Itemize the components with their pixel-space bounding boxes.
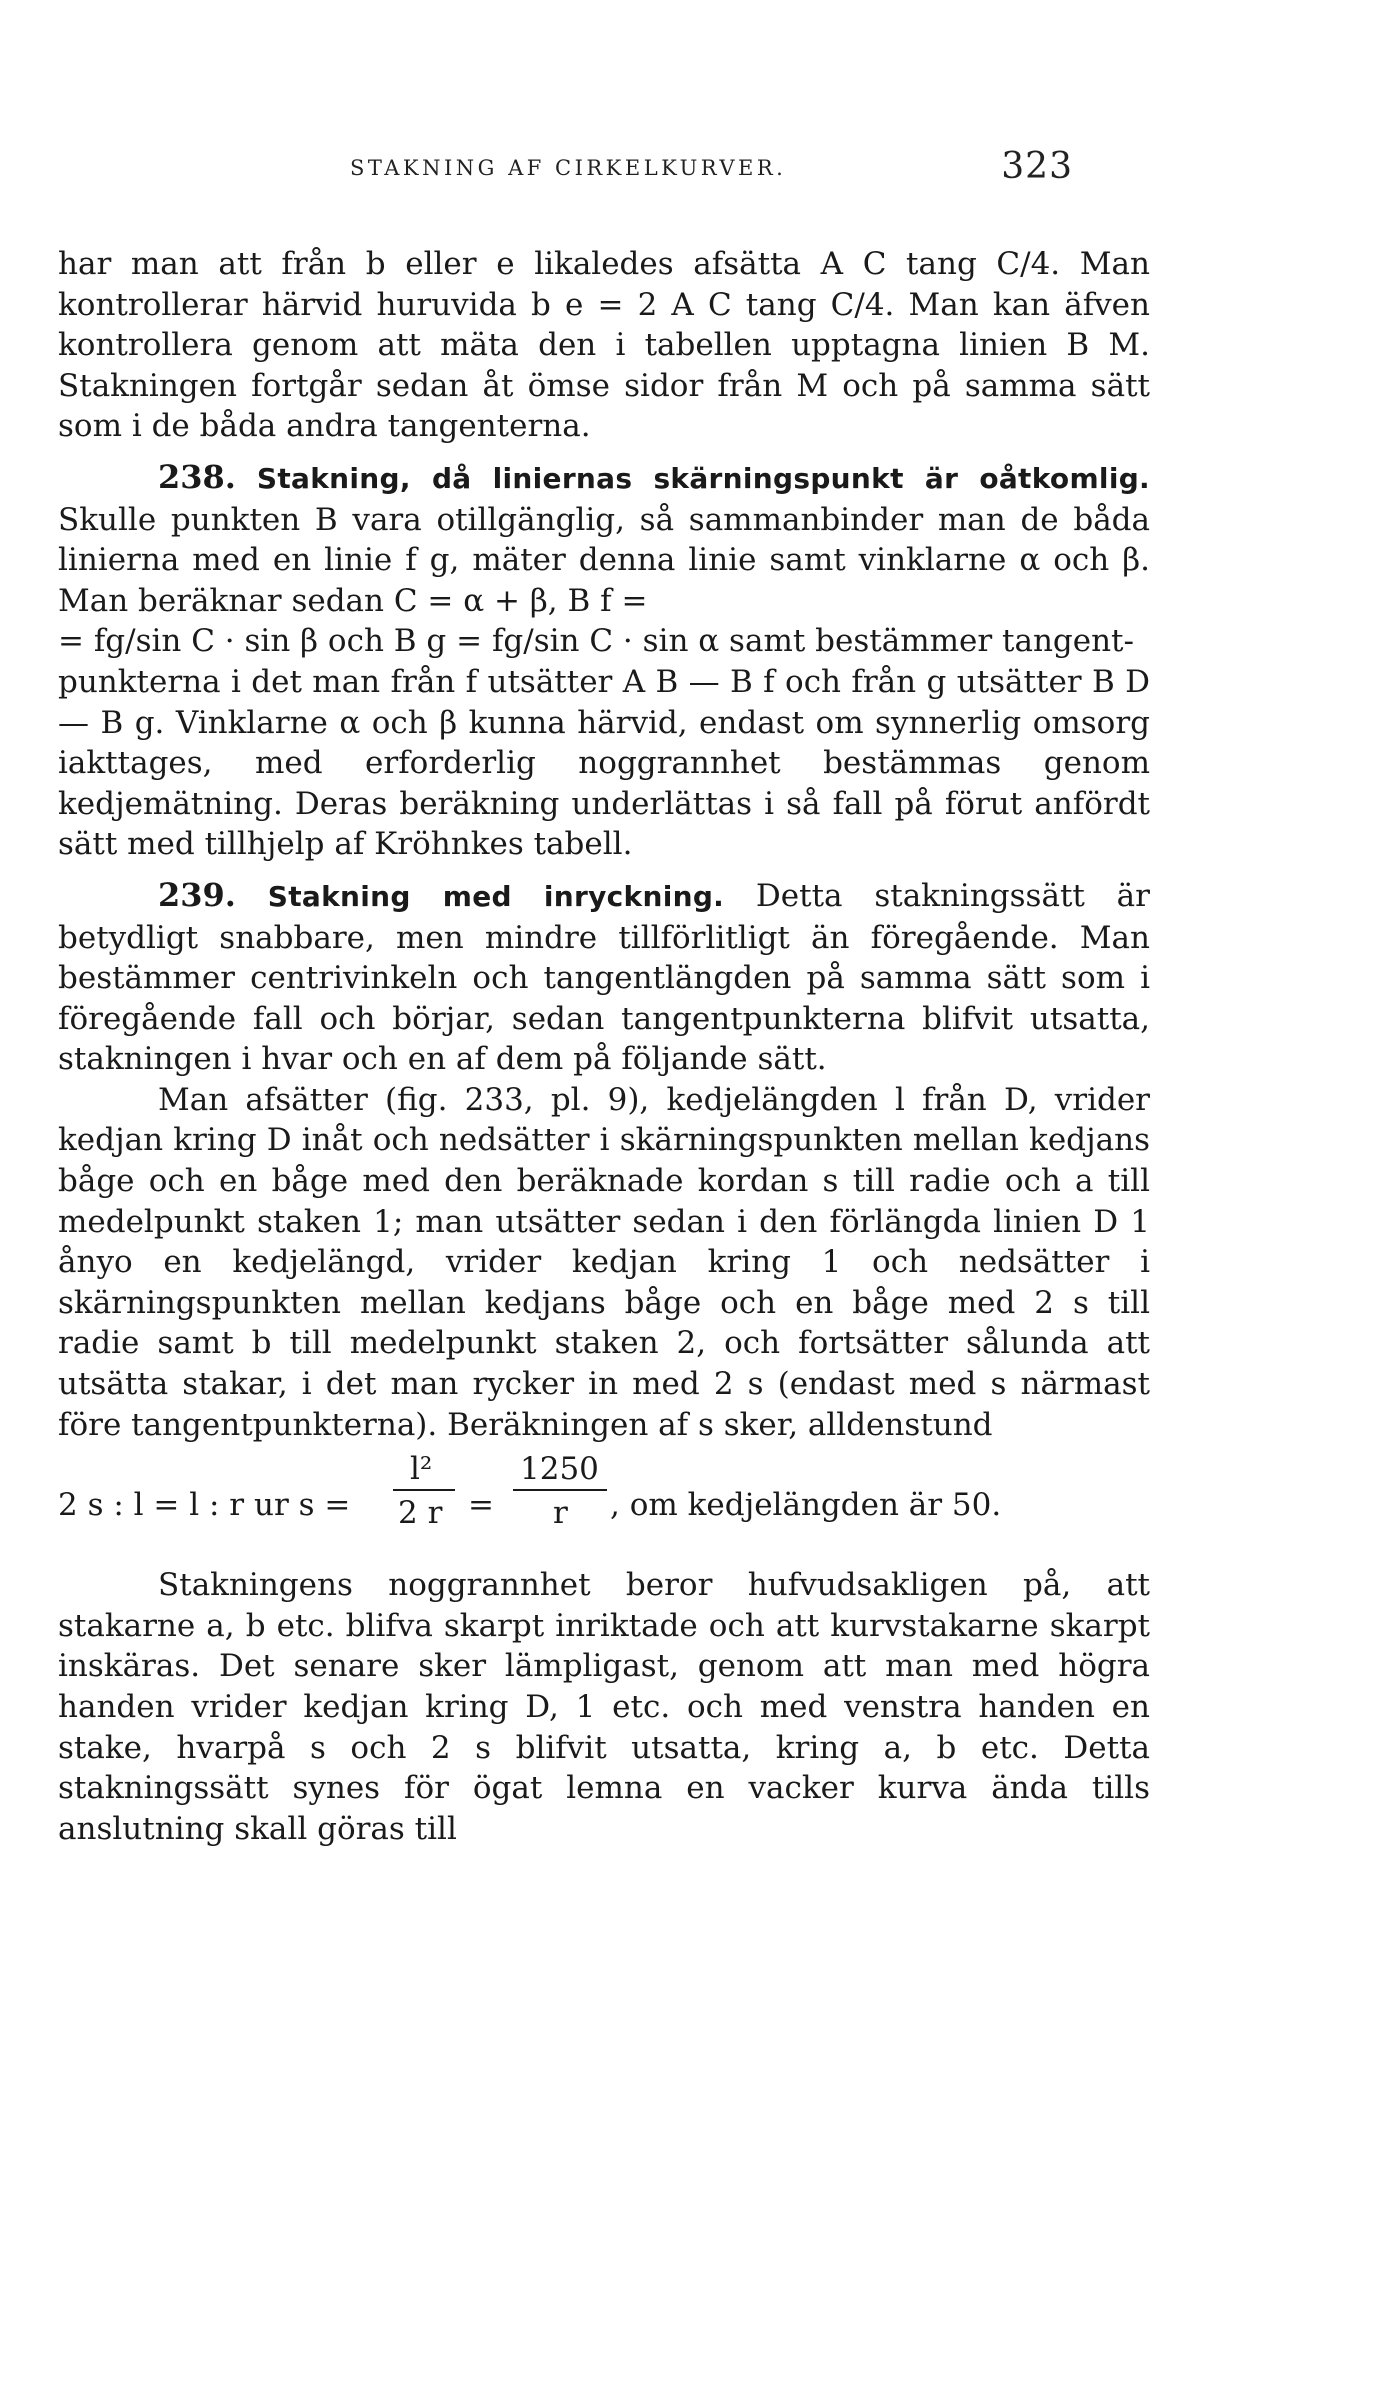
formula-denominator-1: 2 r [398,1495,443,1532]
formula-lhs: 2 s : l = l : r ur s = [58,1487,351,1524]
section-238-formula: = fg/sin C · sin β och B g = fg/sin C · sin α samt bestämmer tangent- [58,623,1134,660]
formula-numerator-1: l² [410,1451,433,1488]
fraction-bar-2 [513,1489,607,1491]
spacer [58,447,1150,457]
formula-numerator-2: 1250 [520,1451,599,1488]
page-header [70,146,1073,200]
section-239 [58,875,1150,1080]
fraction-bar-1 [393,1489,455,1491]
section-238-title: Stakning, då liniernas skärningspunkt är oåtkomlig. [256,461,1150,495]
section-239-formula [58,1445,1150,1565]
section-238-number: 238. [158,457,236,496]
page-body [58,244,1150,1849]
page-number: 323 [1001,146,1073,187]
section-239-text-3: Stakningens noggrannhet beror hufvudsakligen på, att stakarne a, b etc. blifva skarpt inriktade och att kurvstakarne skarpt inskäras. Det senare sker lämpligast, genom att man med högra handen vrider kedjan kring D, 1 etc. och med venstra handen en stake, hvarpå s och 2 s blifvit utsatta, kring a, b etc. Detta stakningssätt synes för ögat lemna en vacker kurva ända tills anslutning skall göras till [58,1567,1150,1847]
formula-equals: = [468,1487,494,1524]
spacer [58,865,1150,875]
section-238-text-1: Skulle punkten B vara otillgänglig, så sammanbinder man de båda linierna med en linie f g, mäter denna linie samt vinklarne α och β. Man beräknar sedan C = α + β, B f = [58,501,1150,619]
section-239-text-2: Man afsätter (fig. 233, pl. 9), kedjelängden l från D, vrider kedjan kring D inåt och nedsätter i skärningspunkten mellan kedjans båge och en båge med den beräknade kordan s till radie och a till medelpunkt staken 1; man utsätter sedan i den förlängda linien D 1 ånyo en kedjelängd, vrider kedjan kring 1 och nedsätter i skärningspunkten mellan kedjans båge och en båge med 2 s till radie samt b till medelpunkt staken 2, och fortsätter sålunda att utsätta stakar, i det man rycker in med 2 s (endast med s närmast före tangentpunkterna). Beräkningen af s sker, alldenstund [58,1081,1150,1443]
paragraph-continuation: har man att från b eller e likaledes afsätta A C tang C/4. Man kontrollerar härvid huruvida b e = 2 A C tang C/4. Man kan äfven kontrollera genom att mäta den i tabellen upptagna linien B M. Stakningen fortgår sedan åt ömse sidor från M och på samma sätt som i de båda andra tangenterna. [58,246,1150,445]
formula-denominator-2: r [553,1495,568,1532]
section-239-title: Stakning med inryckning. [267,879,725,913]
section-238-text-2: punkterna i det man från f utsätter A B — B f och från g utsätter B D — B g. Vinklarne α och β kunna härvid, endast om synnerlig omsorg iakttages, med erforderlig noggrannhet bestämmas genom kedjemätning. Deras beräkning underlättas i så fall på förut anfördt sätt med tillhjelp af Kröhnkes tabell. [58,663,1150,863]
section-238 [58,457,1150,621]
section-239-number: 239. [158,875,236,914]
formula-tail: , om kedjelängden är 50. [610,1487,1002,1524]
running-head: STAKNING AF CIRKELKURVER. [350,156,787,180]
section-239-text-1: Detta stakningssätt är betydligt snabbare, men mindre tillförlitligt än föregående. Man bestämmer centrivinkeln och tangentlängden på samma sätt som i föregående fall och börjar, sedan tangentpunkterna blifvit utsatta, stakningen i hvar och en af dem på följande sätt. [58,877,1150,1078]
